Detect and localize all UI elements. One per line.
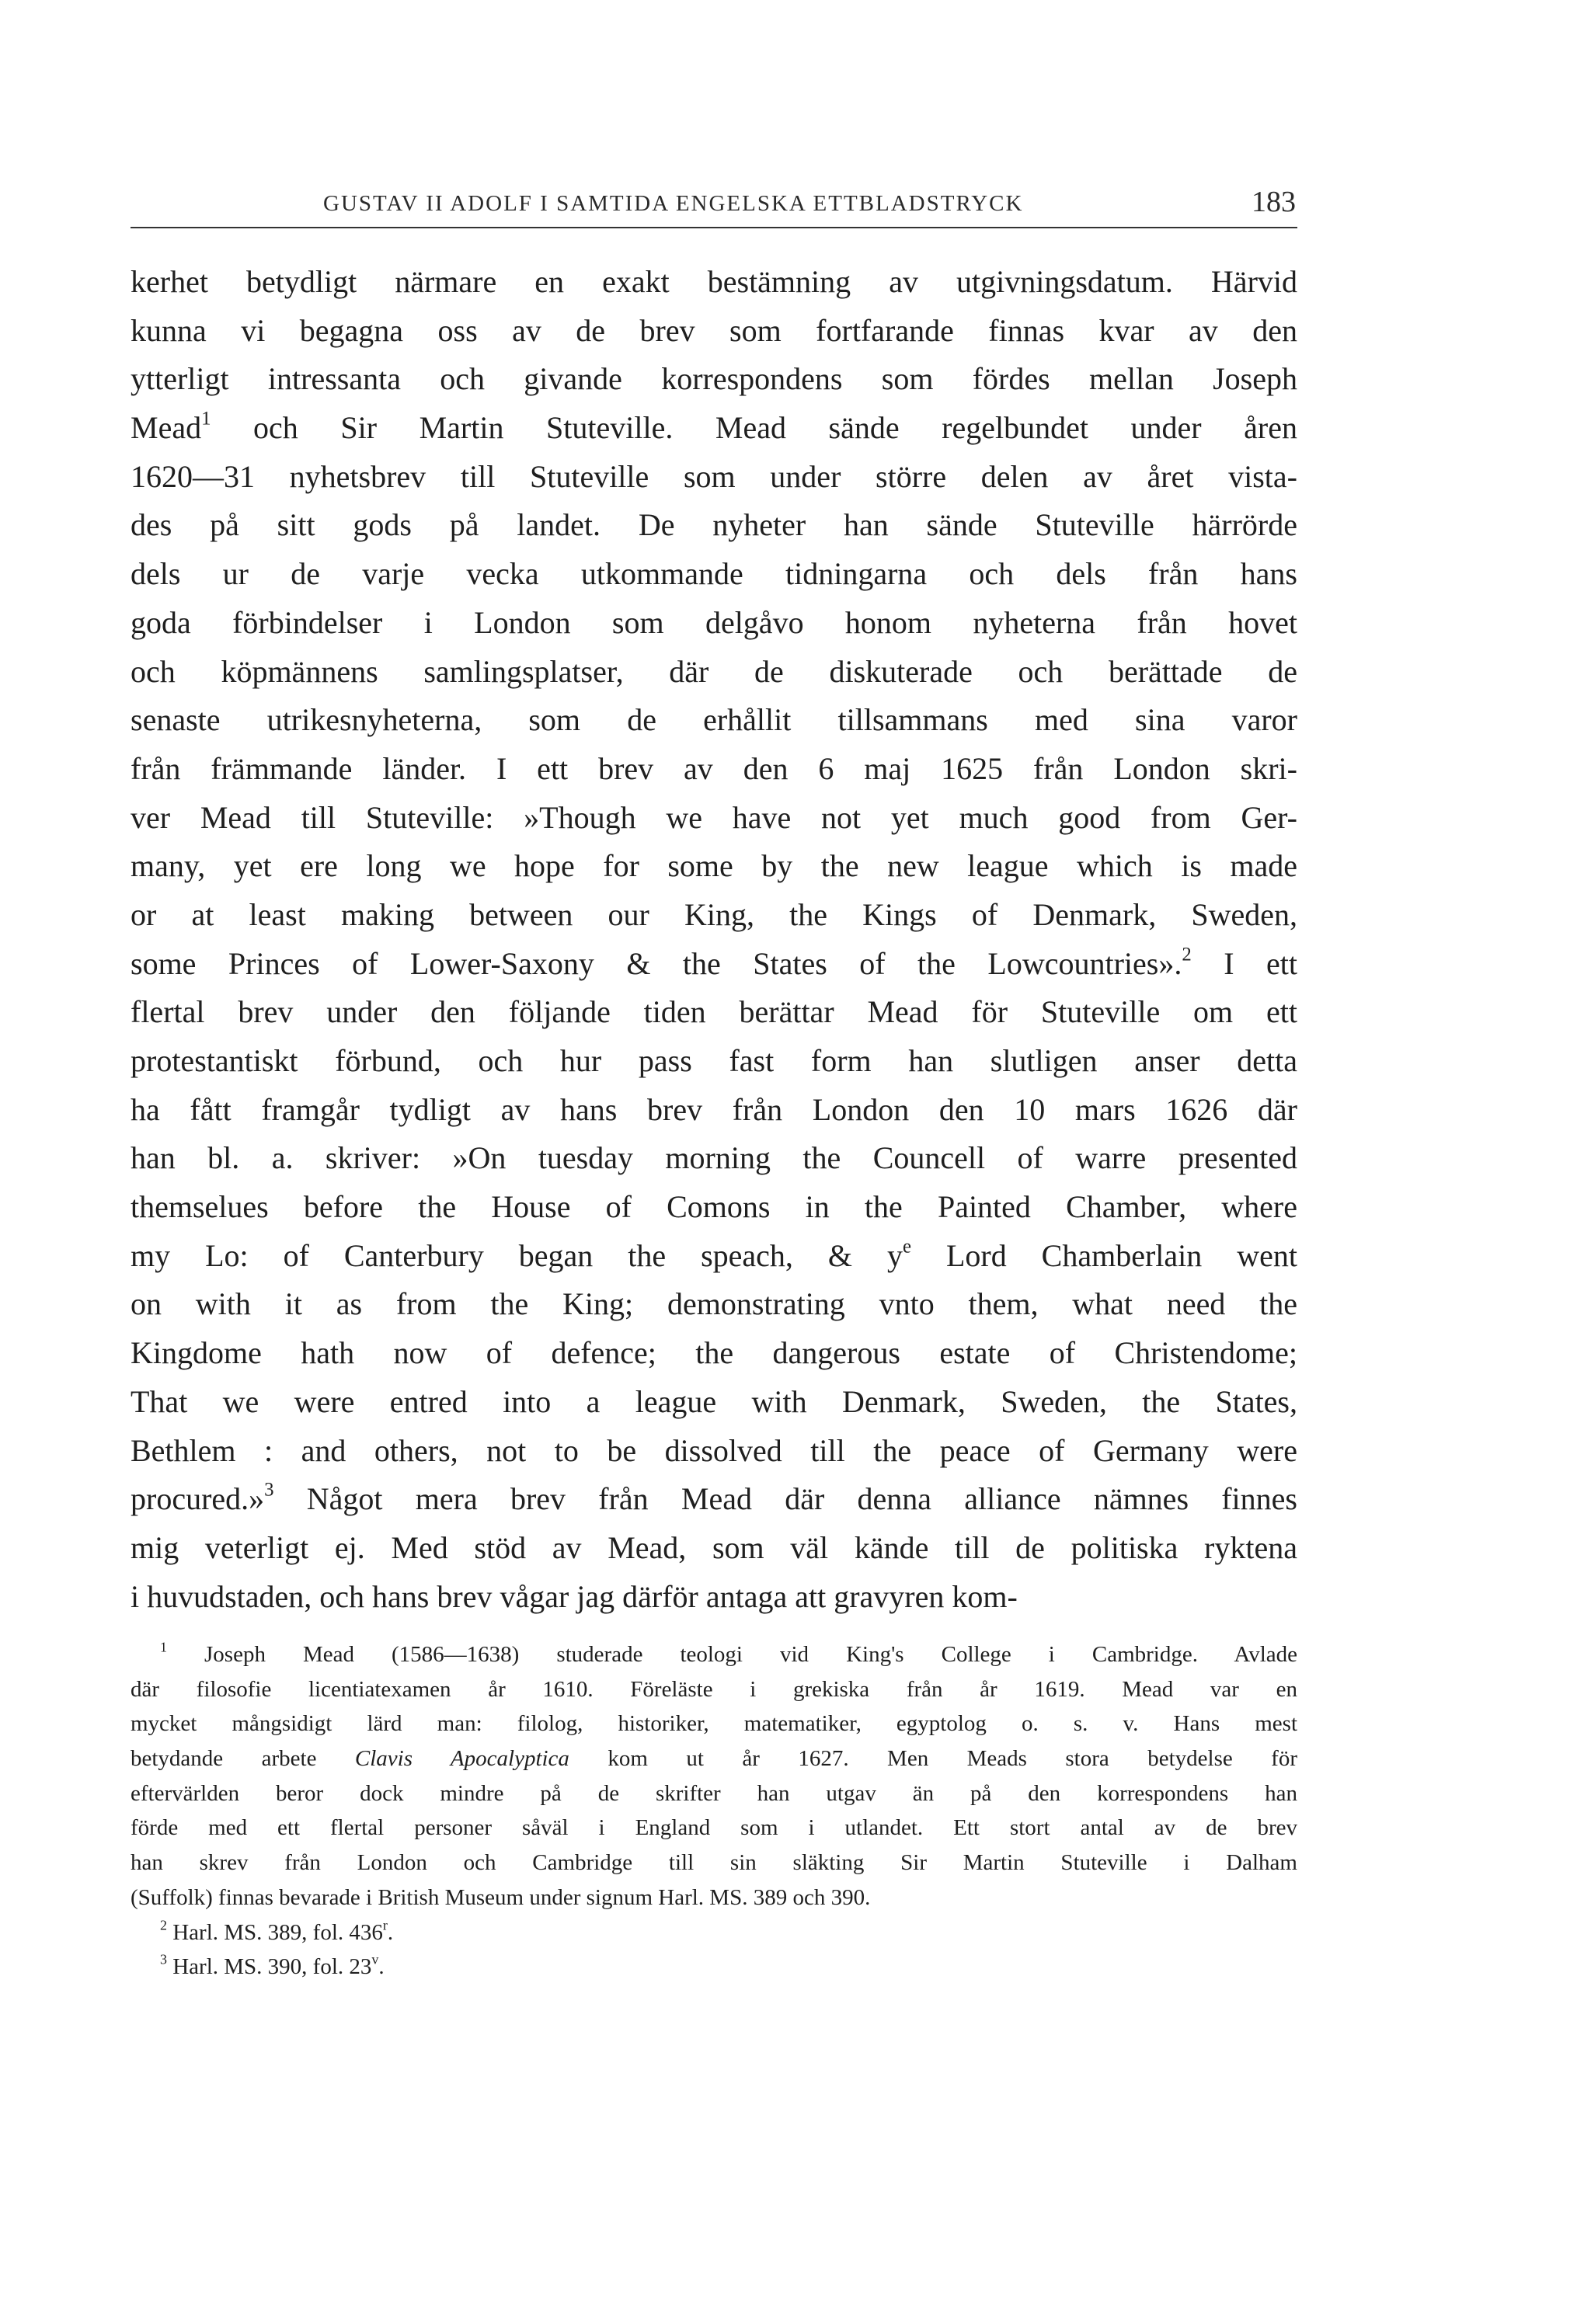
running-header [131,186,1297,228]
footnote-line: där filosofie licentiatexamen år 1610. Föreläste i grekiska från år 1619. Mead var en [131,1676,1297,1702]
text-run: Joseph Mead (1586—1638) studerade teologi vid King's College i Cambridge. Avlade [166,1642,1297,1667]
text-line: i huvudstaden, och hans brev vågar jag därför antaga att gravyren kom- [131,1578,1018,1614]
text-run: Harl. MS. 389, fol. 436 [166,1919,383,1945]
text-line [131,404,1297,453]
text-run: Lord Chamberlain went [910,1237,1297,1273]
main-text [131,258,1297,1621]
footnote-marker: 1 [201,408,211,430]
footnote-line [131,1915,1297,1950]
footnote-number: 1 [160,1639,167,1655]
footnote-marker: 3 [264,1479,274,1501]
text-line: on with it as from the King; demonstrating vnto them, what need the [131,1286,1297,1322]
text-line: kunna vi begagna oss av de brev som fortfarande finnas kvar av den [131,312,1297,348]
text-run: Mead [131,410,202,446]
text-line: des på sitt gods på landet. De nyheter han sände Stuteville härrörde [131,507,1297,543]
text-run: I ett [1191,945,1297,981]
footnote-line [131,1637,1297,1672]
text-line: ver Mead till Stuteville: »Though we have not yet much good from Ger- [131,799,1297,835]
footnote-number: 2 [160,1916,167,1933]
page-number: 183 [1252,186,1296,218]
text-line: dels ur de varje vecka utkommande tidningarna och dels från hans [131,556,1297,592]
text-run: . [387,1919,394,1945]
text-line: or at least making between our King, the Kings of Denmark, Sweden, [131,896,1297,932]
footnote-line: han skrev från London och Cambridge till sin släkting Sir Martin Stuteville i Dalham [131,1850,1297,1876]
footnote-marker: 2 [1182,944,1192,965]
footnote-line [131,1950,1297,1985]
text-line: flertal brev under den följande tiden berättar Mead för Stuteville om ett [131,994,1297,1030]
footnote-line: (Suffolk) finnas bevarade i British Museum under signum Harl. MS. 389 och 390. [131,1884,871,1910]
footnote-line: mycket mångsidigt lärd man: filolog, historiker, matematiker, egyptolog o. s. v. Hans mest [131,1711,1297,1737]
superscript: v [371,1951,379,1967]
text-run: och Sir Martin Stuteville. Mead sände regelbundet under åren [211,410,1297,446]
text-run: betydande arbete [131,1746,355,1772]
text-run: my Lo: of Canterbury began the speach, & y [131,1237,903,1273]
text-line: protestantiskt förbund, och hur pass fast form han slutligen anser detta [131,1043,1297,1078]
text-line [131,1475,1297,1524]
text-line: från främmande länder. I ett brev av den 6 maj 1625 från London skri- [131,750,1297,786]
book-title: Clavis Apocalyptica [354,1746,569,1772]
text-run: Harl. MS. 390, fol. 23 [166,1954,372,1980]
text-line: och köpmännens samlingsplatser, där de diskuterade och berättade de [131,653,1297,689]
text-line: many, yet ere long we hope for some by the new league which is made [131,848,1297,884]
text-line: Bethlem : and others, not to be dissolved till the peace of Germany were [131,1432,1297,1468]
footnote-number: 3 [160,1951,167,1967]
footnote-line: förde med ett flertal personer såväl i England som i utlandet. Ett stort antal av de brev [131,1815,1297,1841]
text-line: kerhet betydligt närmare en exakt bestämning av utgivningsdatum. Härvid [131,264,1297,299]
text-line [131,940,1297,989]
text-line: ytterligt intressanta och givande korrespondens som fördes mellan Joseph [131,361,1297,397]
text-run: Något mera brev från Mead där denna alliance nämnes finnes [273,1481,1297,1517]
text-run: kom ut år 1627. Men Meads stora betydelse för [569,1746,1297,1772]
text-line: han bl. a. skriver: »On tuesday morning the Councell of warre presented [131,1140,1297,1176]
text-line: That we were entred into a league with Denmark, Sweden, the States, [131,1383,1297,1419]
footnotes [131,1637,1297,1985]
text-line: themselues before the House of Comons in the Painted Chamber, where [131,1189,1297,1225]
text-line: mig veterligt ej. Med stöd av Mead, som väl kände till de politiska ryktena [131,1529,1297,1565]
text-line: ha fått framgår tydligt av hans brev från London den 10 mars 1626 där [131,1091,1297,1127]
text-line: goda förbindelser i London som delgåvo honom nyheterna från hovet [131,604,1297,640]
footnote-line [131,1741,1297,1776]
superscript: e [902,1236,911,1258]
footnote-line: eftervärlden beror dock mindre på de skrifter han utgav än på den korrespondens han [131,1780,1297,1806]
superscript: r [382,1916,388,1933]
text-line: 1620—31 nyhetsbrev till Stuteville som under större delen av året vista- [131,458,1297,494]
text-line [131,1232,1297,1281]
text-run: procured.» [131,1481,265,1517]
running-title: GUSTAV II ADOLF I SAMTIDA ENGELSKA ETTBLADSTRYCK [323,191,1024,216]
text-line: Kingdome hath now of defence; the dangerous estate of Christendome; [131,1335,1297,1371]
text-line: senaste utrikesnyheterna, som de erhållit tillsammans med sina varor [131,702,1297,738]
text-run: some Princes of Lower-Saxony & the States of the Lowcountries». [131,945,1182,981]
text-run: . [378,1954,385,1980]
